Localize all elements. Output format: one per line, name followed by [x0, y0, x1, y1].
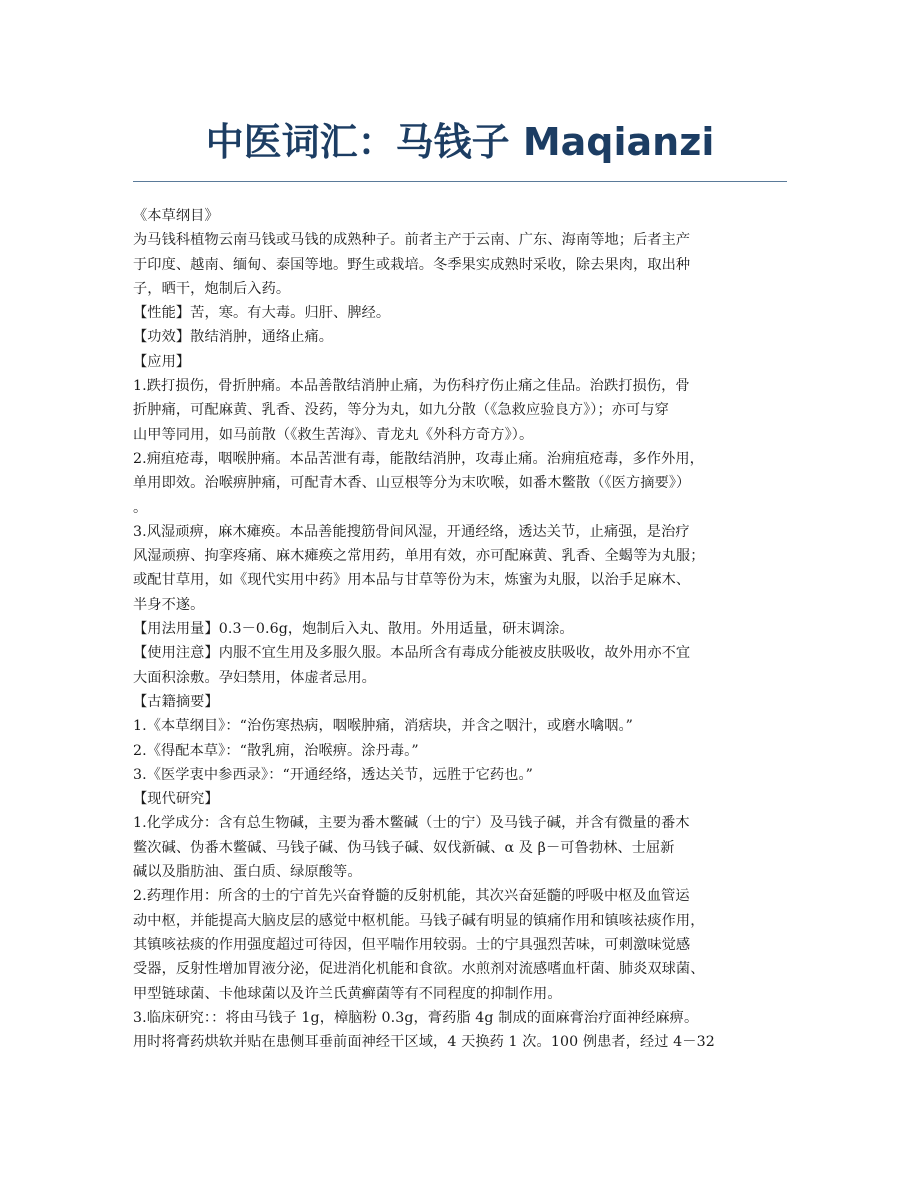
text-line: 或配甘草用，如《现代实用中药》用本品与甘草等份为末，炼蜜为丸服，以治手足麻木、: [133, 572, 691, 589]
text-line: 受器，反射性增加胃液分泌，促进消化机能和食欲。水煎剂对流感嗜血杆菌、肺炎双球菌、: [133, 961, 705, 978]
text-line: 。: [133, 499, 148, 516]
text-line: 用时将膏药烘软并贴在患侧耳垂前面神经干区域，4 天换药 1 次。100 例患者，经过 4－32: [133, 1034, 715, 1051]
text-line: 2.药理作用：所含的士的宁首先兴奋脊髓的反射机能，其次兴奋延髓的呼吸中枢及血管运: [133, 888, 690, 905]
page-title: 中医词汇：马钱子 Maqianzi: [205, 120, 715, 164]
text-line: 半身不遂。: [133, 596, 205, 613]
text-line: 风湿顽痹、拘挛疼痛、麻木瘫痪之常用药，单用有效，亦可配麻黄、乳香、全蝎等为丸服；: [133, 548, 705, 565]
text-line: 子，晒干，炮制后入药。: [133, 280, 291, 297]
text-line: 山甲等同用，如马前散（《救生苦海》、青龙丸《外科方奇方》）。: [133, 426, 534, 443]
text-line: 2.《得配本草》：“散乳痈，治喉痹。涂丹毒。”: [133, 742, 419, 759]
text-line: 1.《本草纲目》：“治伤寒热病，咽喉肿痛，消痞块，并含之咽汁，或磨水噙咽。”: [133, 718, 634, 735]
text-line: 为马钱科植物云南马钱或马钱的成熟种子。前者主产于云南、广东、海南等地；后者主产: [133, 232, 691, 249]
text-line: 鳖次碱、伪番木鳖碱、马钱子碱、伪马钱子碱、奴伐新碱、α 及 β－可鲁勃林、士屈新: [133, 839, 675, 856]
text-line: 其镇咳祛痰的作用强度超过可待因，但平喘作用较弱。士的宁具强烈苦味，可刺激味觉感: [133, 936, 691, 953]
text-line: 1.化学成分：含有总生物碱，主要为番木鳖碱（士的宁）及马钱子碱，并含有微量的番木: [133, 815, 690, 832]
text-line: 【性能】苦，寒。有大毒。归肝、脾经。: [133, 305, 391, 322]
text-line: 【功效】散结消肿，通络止痛。: [133, 329, 334, 346]
text-line: 1.跌打损伤，骨折肿痛。本品善散结消肿止痛，为伤科疗伤止痛之佳品。治跌打损伤，骨: [133, 378, 690, 395]
text-line: 3.临床研究：：将由马钱子 1g，樟脑粉 0.3g，膏药脂 4g 制成的面麻膏治疗面神经麻痹。: [133, 1009, 699, 1026]
document-body: [133, 204, 797, 1054]
text-line: 折肿痛，可配麻黄、乳香、没药，等分为丸，如九分散（《急救应验良方》）；亦可与穿: [133, 402, 669, 419]
text-line: 3.《医学衷中参西录》：“开通经络，透达关节，远胜于它药也。”: [133, 766, 534, 783]
text-line: 《本草纲目》: [133, 208, 219, 224]
text-line: 单用即效。治喉痹肿痛，可配青木香、山豆根等分为末吹喉，如番木鳖散（《医方摘要》）: [133, 475, 691, 492]
text-line: 【现代研究】: [133, 791, 219, 808]
text-line: 大面积涂敷。孕妇禁用，体虚者忌用。: [133, 669, 376, 686]
text-line: 碱以及脂肪油、蛋白质、绿原酸等。: [133, 864, 362, 881]
text-line: 【古籍摘要】: [133, 693, 219, 710]
text-line: 【用法用量】0.3－0.6g，炮制后入丸、散用。外用适量，研末调涂。: [133, 621, 574, 638]
text-line: 动中枢，并能提高大脑皮层的感觉中枢机能。马钱子碱有明显的镇痛作用和镇咳祛痰作用，: [133, 912, 705, 929]
text-line: 【使用注意】内服不宜生用及多服久服。本品所含有毒成分能被皮肤吸收，故外用亦不宜: [133, 645, 691, 662]
text-line: 【应用】: [133, 353, 191, 370]
text-line: 于印度、越南、缅甸、泰国等地。野生或栽培。冬季果实成熟时采收，除去果肉，取出种: [133, 256, 691, 273]
text-line: 2.痈疽疮毒，咽喉肿痛。本品苦泄有毒，能散结消肿，攻毒止痛。治痈疽疮毒，多作外用，: [133, 450, 704, 467]
text-line: 甲型链球菌、卡他球菌以及许兰氏黄癣菌等有不同程度的抑制作用。: [133, 985, 562, 1002]
title-divider: [133, 181, 787, 182]
text-line: 3.风湿顽痹，麻木瘫痪。本品善能搜筋骨间风湿，开通经络，透达关节，止痛强，是治疗: [133, 523, 690, 540]
